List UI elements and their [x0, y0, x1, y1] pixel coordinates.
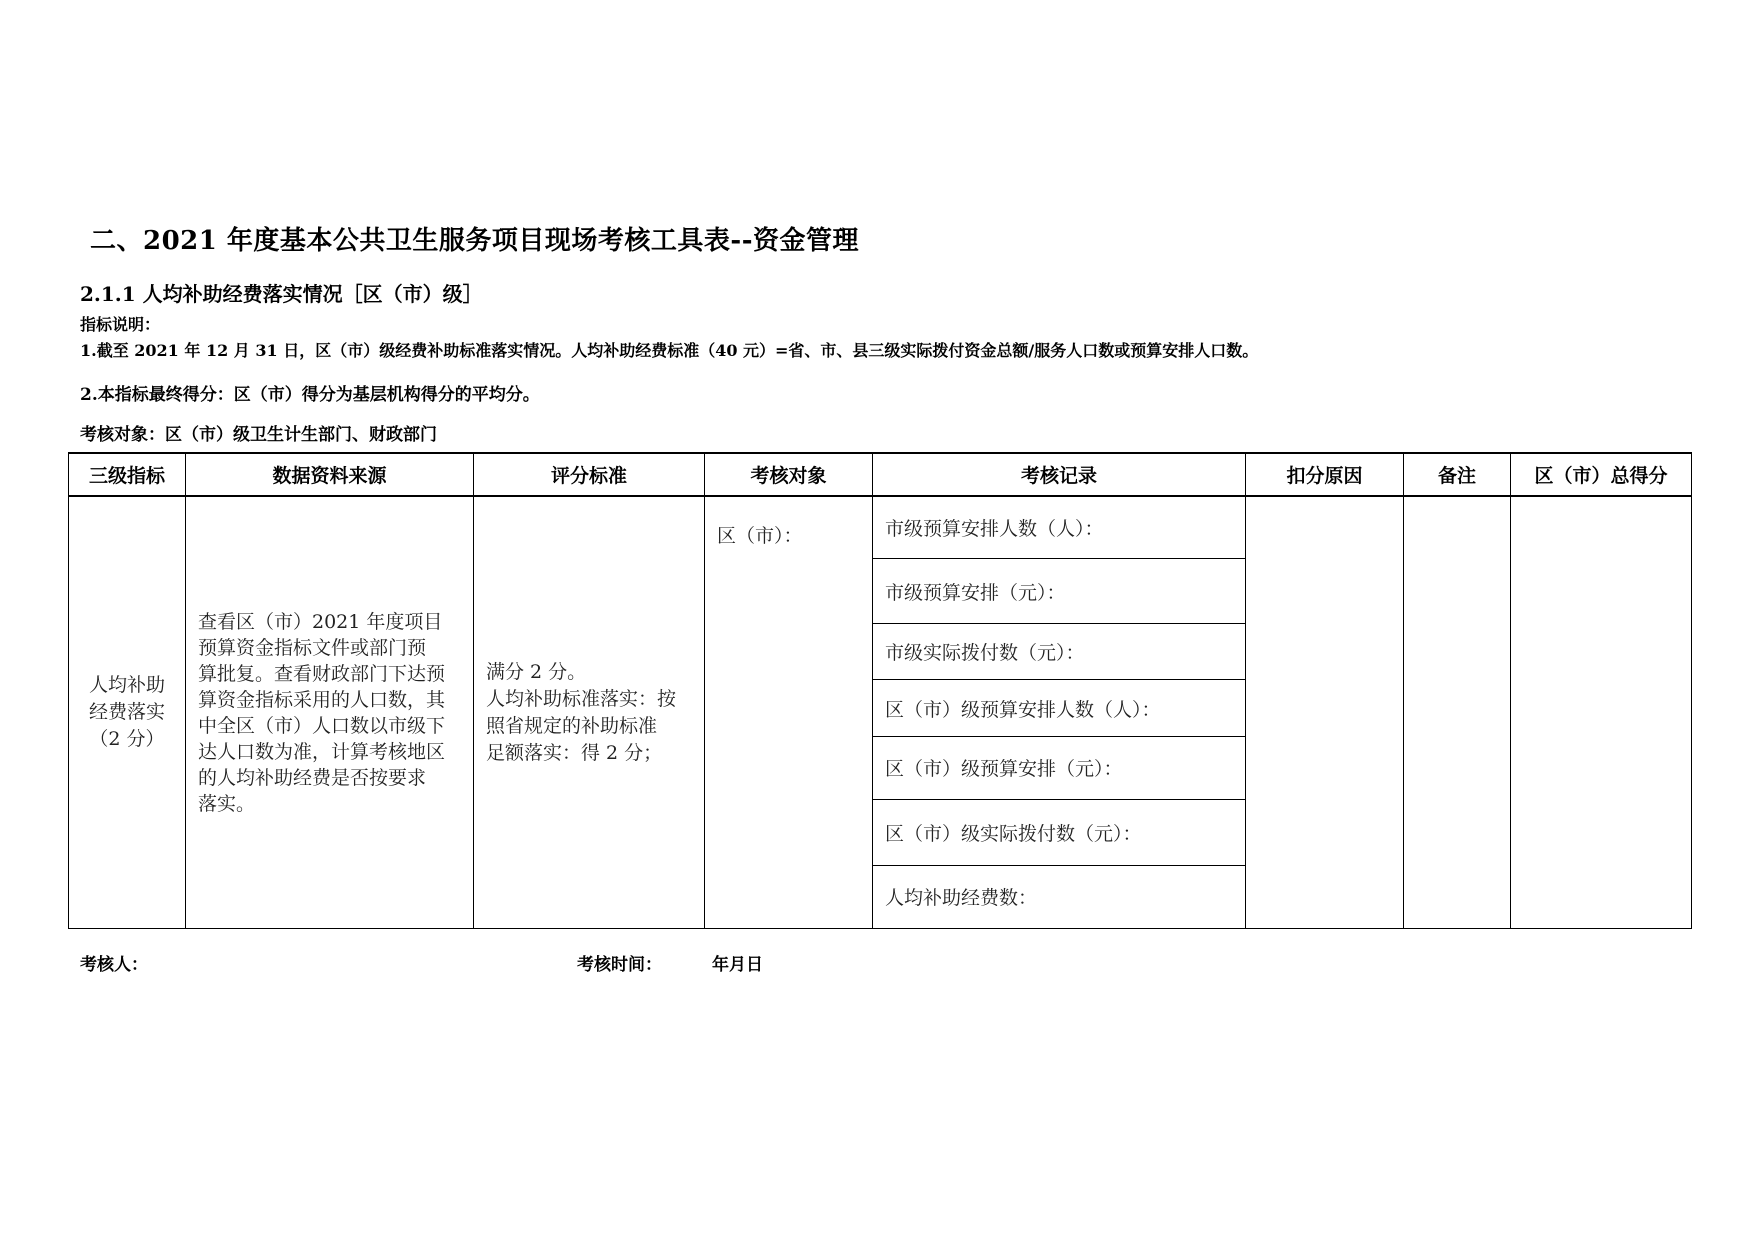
records-list: [873, 497, 1245, 928]
assessment-time-label: 考核时间：: [577, 955, 662, 975]
source-line: 算资金指标采用的人口数，其: [198, 688, 446, 711]
assessment-target-line: 考核对象：区（市）级卫生计生部门、财政部门: [80, 425, 437, 445]
header-cell: 评分标准: [474, 453, 705, 496]
record-field-city-planned-population[interactable]: 市级预算安排人数（人）：: [873, 497, 1245, 559]
header-cell: 扣分原因: [1246, 453, 1404, 496]
criteria-line: 人均补助标准落实：按: [486, 687, 677, 710]
indicator-cell: [69, 496, 186, 929]
header-cell: 三级指标: [69, 453, 186, 496]
source-line: 落实。: [198, 792, 256, 815]
criteria-line: 照省规定的补助标准: [486, 714, 658, 737]
record-field-district-planned-population[interactable]: 区（市）级预算安排人数（人）：: [873, 680, 1245, 736]
indicator-line: （2 分）: [89, 728, 165, 750]
record-field-district-actual-allocation[interactable]: 区（市）级实际拨付数（元）：: [873, 800, 1245, 866]
assessment-time-value: 年月日: [712, 955, 763, 975]
data-source-cell: [186, 496, 474, 929]
indicator-line: 经费落实: [88, 701, 165, 723]
assessment-table: [68, 452, 1692, 929]
note-item-1: 1.截至 2021 年 12 月 31 日，区（市）级经费补助标准落实情况。人均补助经费标准（40 元）=省、市、县三级实际拨付资金总额/服务人口数或预算安排人口数。: [80, 341, 1259, 360]
table-header-row: [69, 453, 1692, 496]
table-row: [69, 496, 1692, 929]
source-line: 预算资金指标文件或部门预: [198, 636, 427, 659]
source-line: 查看区（市）2021 年度项目: [198, 610, 443, 633]
criteria-line: 足额落实：得 2 分；: [486, 741, 663, 764]
header-cell: 区（市）总得分: [1511, 453, 1692, 496]
records-cell: [873, 496, 1246, 929]
deduction-reason-cell[interactable]: [1246, 496, 1404, 929]
section-subtitle: 2.1.1 人均补助经费落实情况［区（市）级］: [80, 282, 483, 306]
record-field-city-actual-allocation[interactable]: 市级实际拨付数（元）：: [873, 624, 1245, 680]
scoring-criteria-cell: [474, 496, 705, 929]
target-cell: 区（市）：: [705, 496, 873, 929]
source-line: 中全区（市）人口数以市级下: [198, 714, 446, 737]
record-field-city-budget[interactable]: 市级预算安排（元）：: [873, 559, 1245, 624]
header-cell: 数据资料来源: [186, 453, 474, 496]
record-field-per-capita-subsidy[interactable]: 人均补助经费数：: [885, 887, 1038, 910]
criteria-line: 满分 2 分。: [486, 660, 587, 683]
indicator-line: 人均补助: [88, 674, 165, 696]
header-cell: 考核记录: [873, 453, 1246, 496]
note-item-2: 2.本指标最终得分：区（市）得分为基层机构得分的平均分。: [80, 385, 540, 405]
source-line: 算批复。查看财政部门下达预: [198, 662, 446, 685]
header-cell: 考核对象: [705, 453, 873, 496]
record-field-district-budget[interactable]: 区（市）级预算安排（元）：: [873, 737, 1245, 800]
total-score-cell[interactable]: [1511, 496, 1692, 929]
notes-heading: 指标说明：: [80, 315, 161, 334]
page-title: 二、2021 年度基本公共卫生服务项目现场考核工具表--资金管理: [90, 226, 859, 256]
header-cell: 备注: [1404, 453, 1511, 496]
remarks-cell[interactable]: [1404, 496, 1511, 929]
assessor-label: 考核人：: [80, 955, 148, 975]
source-line: 的人均补助经费是否按要求: [198, 766, 427, 789]
source-line: 达人口数为准，计算考核地区: [198, 740, 446, 763]
